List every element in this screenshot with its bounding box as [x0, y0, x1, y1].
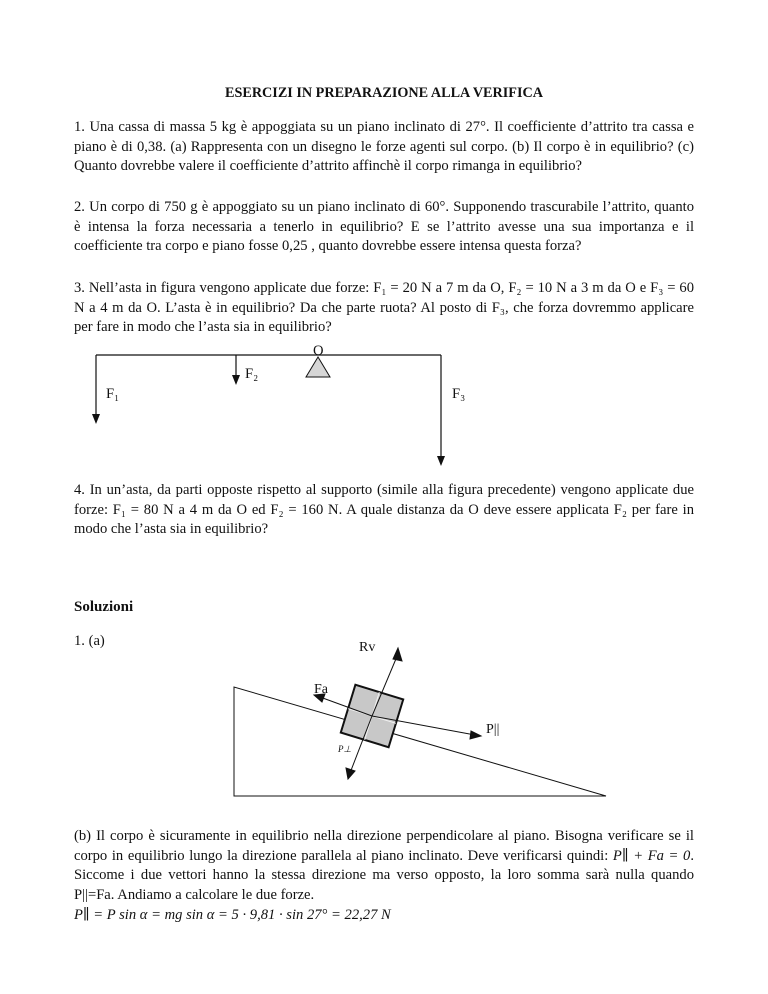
exercise-4: 4. In un’asta, da parti opposte rispetto al supporto (simile alla figura precedente) vengono applicate due forze: F₁ = 80 N a 4 m da O ed F₂ = 160 N. A quale distanza da O deve essere applicata F₂ per fare in modo che l’asta sia in equilibrio?	[74, 482, 694, 538]
exercise-2: 2. Un corpo di 750 g è appoggiato su un piano inclinato di 60°. Supponendo trascurabile l’attrito, quanto è intensa la forza necessaria a tenerlo in equilibrio? E se l’attrito avesse una sua importanza e il coefficiente tra corpo e piano fosse 0,25 , quanto dovrebbe essere intensa questa forza?	[74, 199, 694, 255]
exercise-1: 1. Una cassa di massa 5 kg è appoggiata su un piano inclinato di 27°. Il coefficiente d’attrito tra cassa e piano è di 0,38. (a) Rappresenta con un disegno le forze agenti sul corpo. (b) Il corpo è in equilibrio? (c) Quanto dovrebbe valere il coefficiente d’attrito affinchè il corpo rimanga in equilibrio?	[74, 119, 694, 175]
friction-force-label: Fa	[314, 682, 328, 697]
perpendicular-weight-arrowhead	[346, 768, 355, 779]
solutions-heading: Soluzioni	[74, 599, 134, 615]
solution-1b-line-3: opposto, la loro somma sarà nulla quando P||=Fa. Andiamo a calcolare le due forze.	[74, 867, 694, 903]
inclined-plane	[234, 687, 606, 796]
f2-label: F₂	[245, 366, 259, 382]
pivot-label: O	[313, 343, 324, 359]
solution-1b-line-2b: . Siccome i due vettori hanno la stessa direzione ma verso	[74, 847, 694, 884]
parallel-weight-label: P||	[486, 722, 500, 737]
solution-1a-label: 1. (a)	[74, 633, 105, 649]
f1-label: F₁	[106, 386, 120, 402]
parallel-weight-arrowhead	[470, 731, 481, 739]
vector-sum-formula: P∥ + Fa = 0	[612, 847, 691, 864]
solution-1b-line-1: (b) Il corpo è sicuramente in equilibrio nella direzione perpendicolare al piano. Bisogna verificare se il corpo in equilibrio lungo la direzione parallela al piano inclinato. Deve	[74, 828, 694, 864]
f3-label: F₃	[452, 386, 466, 402]
solution-1b-text	[74, 827, 694, 905]
normal-force-label: Rv	[359, 640, 376, 655]
normal-force-arrowhead	[393, 648, 402, 661]
exercise-3: 3. Nell’asta in figura vengono applicate due forze: F₁ = 20 N a 7 m da O, F₂ = 10 N a 3 m da O e F₃ = 60 N a 4 m da O. L’asta è in equilibrio? Da che parte ruota? Al posto di F₃, che forza dovremmo applicare per fare in modo che l’asta sia in equilibrio?	[74, 280, 694, 336]
parallel-weight-formula: P∥ = P sin α = mg sin α = 5 · 9,81 · sin 27° = 22,27 N	[74, 907, 391, 923]
solution-1b-lead: verificarsi quindi:	[503, 847, 609, 864]
page-title: ESERCIZI IN PREPARAZIONE ALLA VERIFICA	[225, 85, 543, 101]
perpendicular-weight-label: P⊥	[338, 744, 352, 754]
